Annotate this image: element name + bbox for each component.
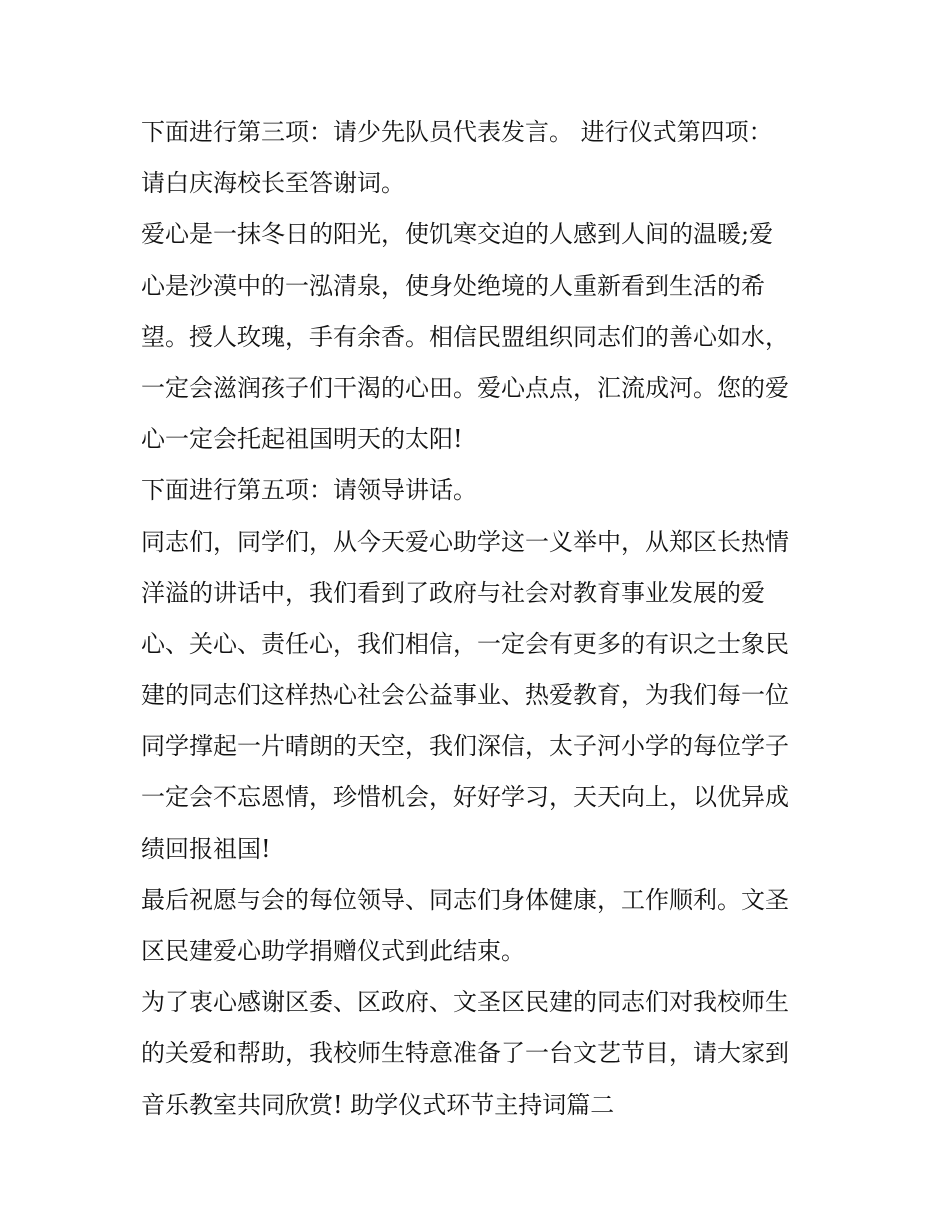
text-line: 最后祝愿与会的每位领导、同志们身体健康，工作顺利。文圣 [141, 885, 789, 914]
text-line: 建的同志们这样热心社会公益事业、热爱教育，为我们每一位 [141, 681, 789, 710]
text-line: 绩回报祖国! [141, 834, 271, 863]
text-line: 洋溢的讲话中，我们看到了政府与社会对教育事业发展的爱 [141, 578, 765, 607]
text-line: 一定会滋润孩子们干渴的心田。爱心点点，汇流成河。您的爱 [141, 373, 789, 402]
paragraph-3 [141, 465, 821, 516]
paragraph-4 [141, 517, 821, 875]
paragraph-5 [141, 875, 821, 977]
text-line: 心一定会托起祖国明天的太阳! [141, 425, 463, 454]
text-line: 音乐教室共同欣赏! 助学仪式环节主持词篇二 [141, 1090, 615, 1119]
paragraph-2 [141, 209, 821, 465]
text-line: 心、关心、责任心，我们相信，一定会有更多的有识之士象民 [141, 629, 789, 658]
text-line: 同学撑起一片晴朗的天空，我们深信，太子河小学的每位学子 [141, 732, 789, 761]
text-line: 爱心是一抹冬日的阳光，使饥寒交迫的人感到人间的温暖;爱 [141, 220, 774, 249]
text-line: 下面进行第三项：请少先队员代表发言。 进行仪式第四项： [141, 118, 773, 146]
text-line: 下面进行第五项：请领导讲话。 [141, 476, 477, 505]
paragraph-1 [141, 107, 821, 209]
paragraph-6 [141, 977, 821, 1131]
text-line: 心是沙漠中的一泓清泉，使身处绝境的人重新看到生活的希 [141, 271, 765, 300]
text-line: 请白庆海校长至答谢词。 [141, 169, 405, 198]
text-line: 同志们，同学们，从今天爱心助学这一义举中，从郑区长热情 [141, 527, 789, 556]
text-line: 为了衷心感谢区委、区政府、文圣区民建的同志们对我校师生 [141, 988, 789, 1017]
document-body [141, 107, 821, 1131]
text-line: 的关爱和帮助，我校师生特意准备了一台文艺节目，请大家到 [141, 1039, 789, 1068]
text-line: 望。授人玫瑰，手有余香。相信民盟组织同志们的善心如水， [141, 322, 789, 351]
text-line: 一定会不忘恩情，珍惜机会，好好学习，天天向上，以优异成 [141, 783, 789, 812]
text-line: 区民建爱心助学捐赠仪式到此结束。 [141, 937, 525, 965]
